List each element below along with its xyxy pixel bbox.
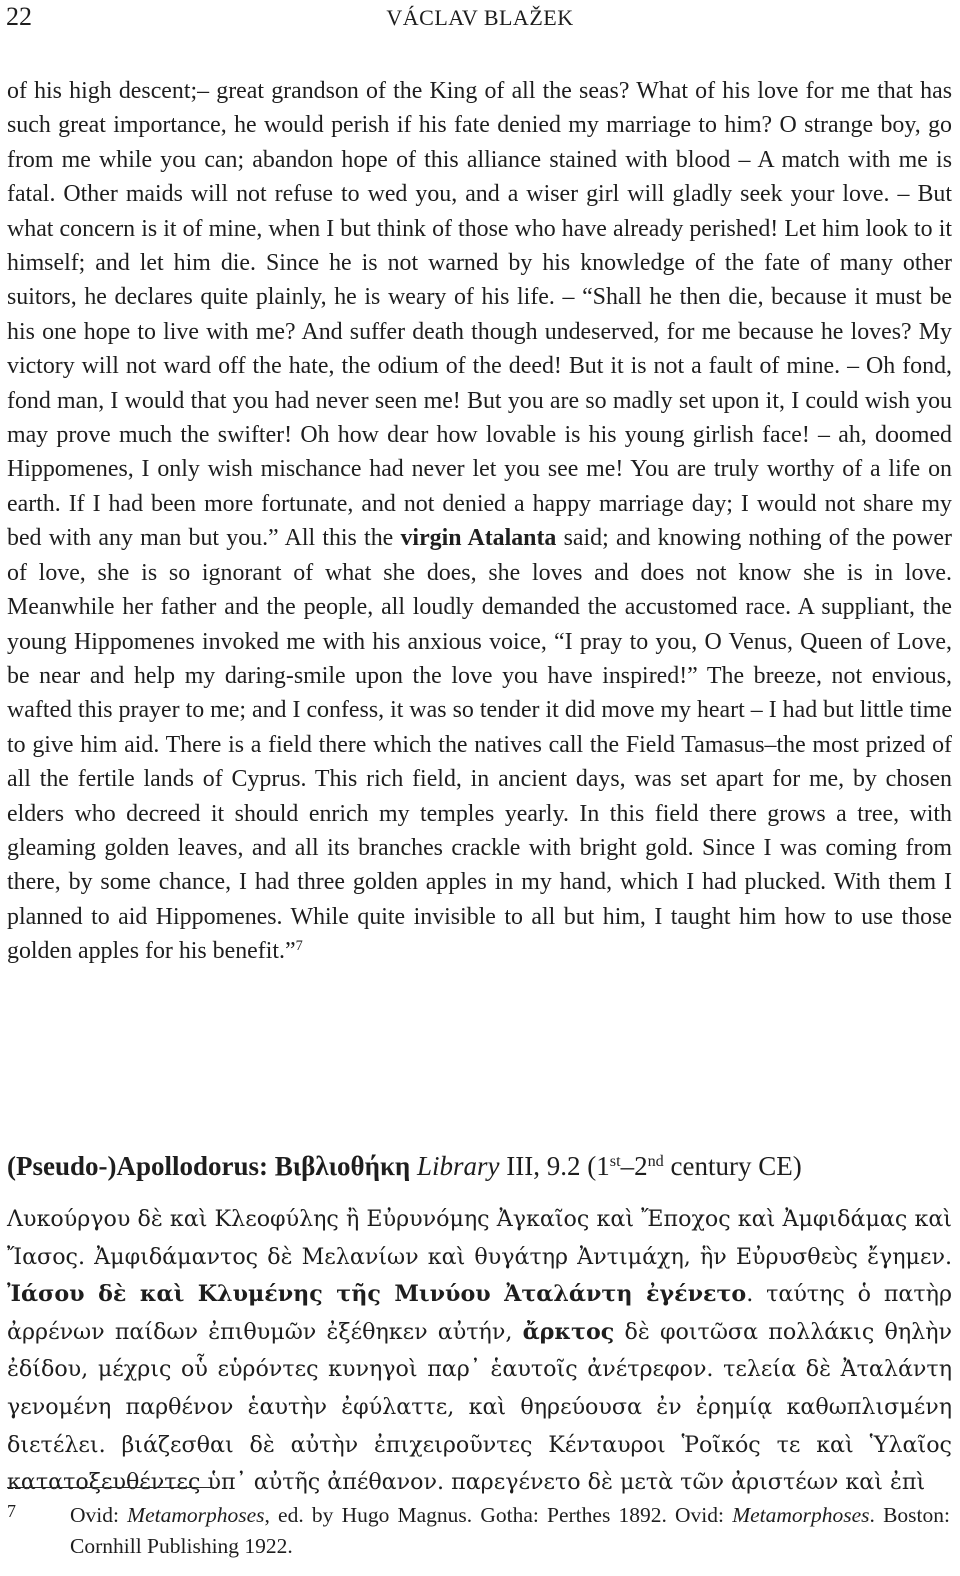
paragraph: [7, 74, 952, 969]
greek-bold-phrase: Ἰάσου δὲ καὶ Κλυμένης τῆς Μινύου Ἀταλάντη ἐγένετο: [7, 1281, 747, 1308]
heading-reference: III, 9.2 (1: [506, 1151, 610, 1181]
section-heading: [7, 1146, 952, 1186]
greek-text-part: δὲ φοιτῶσα πολλάκις θηλὴν ἐδίδου, μέχρις οὗ εὑρόντες κυνηγοὶ παρ᾽ ἑαυτοῖς ἀνέτρεφον. τελεία δὲ Ἀταλάντη γενομένη παρθένον ἑαυτὴν ἐφύλαττε, καὶ θηρεύουσα ἐν ἐρημίᾳ καθωπλισμένη διετέλει. βιάζεσθαι δὲ αὐτὴν ἐπιχειροῦντες Κένταυροι Ῥοῖκός τε καὶ Ὑλαῖος κατατοξευθέντες ὑπ᾽ αὐτῆς ἀπέθανον. παρεγένετο δὲ μετὰ τῶν ἀριστέων καὶ ἐπὶ: [7, 1318, 952, 1496]
heading-author: (Pseudo-)Apollodorus: Βιβλιοθήκη: [7, 1151, 411, 1181]
footnote-number: 7: [7, 1501, 16, 1521]
footnote-part: , ed. by Hugo Magnus. Gotha: Perthes 1892. Ovid:: [264, 1503, 725, 1527]
footnote-italic: Metamorphoses: [732, 1503, 870, 1527]
heading-sup-nd: nd: [647, 1152, 664, 1171]
footnote-text: [70, 1500, 950, 1562]
heading-work-title: Library: [417, 1151, 500, 1181]
footnote-divider: [7, 1487, 214, 1488]
paragraph-text-cont: said; and knowing nothing of the power of love, she is so ignorant of what she does, she loves and does not know she is in love. Meanwhile her father and the people, all loudly demanded the accustomed race. A suppliant, the young Hippomenes invoked me with his anxious voice, “I pray to you, O Venus, Queen of Love, be near and help my daring-smile upon the love you have inspired!” The breeze, not envious, wafted this prayer to me; and I confess, it was so tender it did move my heart – I had but little time to give him aid. There is a field there which the natives call the Field Tamasus–the most prized of all the fertile lands of Cyprus. This rich field, in ancient days, was set apart for me, by chosen elders who decreed it should enrich my temples yearly. In this field there grows a tree, with gleaming golden leaves, and all its branches crackle with bright gold. Since I was coming from there, by some chance, I had three golden apples in my hand, which I had plucked. With them I planned to aid Hippomenes. While quite invisible to all but him, I taught him how to use those golden apples for his benefit.”: [7, 525, 952, 965]
footnote-reference: 7: [295, 938, 303, 955]
footnote-italic: Metamorphoses: [127, 1503, 265, 1527]
page-number: 22: [6, 2, 32, 31]
greek-bold-word: ἄρκτος: [522, 1318, 615, 1345]
paragraph-text: of his high descent;– great grandson of the King of all the seas? What of his love for me that has such great importance, he would perish if his fate denied my marriage to him? O strange boy, go from me while you can; abandon hope of this alliance stained with blood – A match with me is fatal. Other maids will not refuse to wed you, and a wiser girl will gladly seek your love. – But what concern is it of mine, when I but think of those who have already perished! Let him look to it himself; and let him die. Since he is not warned by his knowledge of the fate of many other suitors, he declares quite plainly, he is weary of his life. – “Shall he then die, because it must be his one hope to live with me? And suffer death though undeserved, for me because he loves? My victory will not ward off the hate, the odium of the deed! But it is not a fault of mine. – Oh fond, fond man, I would that you had never seen me! But you are so madly set upon it, I could wish you may prove much the swifter! Oh how dear how lovable is his young girlish face! – ah, doomed Hippomenes, I only wish mischance had never let you see me! You are truly worthy of a life on earth. If I had been more fortunate, and not denied a happy marriage day; I would not share my bed with any man but you.” All this the: [7, 78, 952, 552]
footnote-part: Ovid:: [70, 1503, 119, 1527]
heading-dash: –2: [620, 1151, 648, 1181]
footnote-part: . Boston: Cornhill Publishing 1922.: [70, 1503, 950, 1558]
translation-paragraph: [7, 74, 952, 969]
greek-paragraph: [7, 1201, 952, 1502]
running-title: VÁCLAV BLAŽEK: [386, 5, 574, 30]
bold-name: virgin Atalanta: [400, 525, 557, 552]
greek-text-part: . ταύτης ὁ πατὴρ ἀρρένων παίδων ἐπιθυμῶν ἐξέθηκεν αὐτήν,: [7, 1281, 952, 1345]
heading-sup-st: st: [609, 1152, 621, 1171]
greek-text-part: Λυκούργου δὲ καὶ Κλεοφύλης ἢ Εὐρυνόμης Ἀγκαῖος καὶ Ἔποχος καὶ Ἀμφιδάμας καὶ Ἴασος. Ἀμφιδάμαντος δὲ Μελανίων καὶ θυγάτηρ Ἀντιμάχη, ἣν Εὐρυσθεὺς ἔγημεν.: [7, 1206, 952, 1270]
heading-era: century CE): [670, 1151, 802, 1181]
greek-text: [7, 1201, 952, 1502]
